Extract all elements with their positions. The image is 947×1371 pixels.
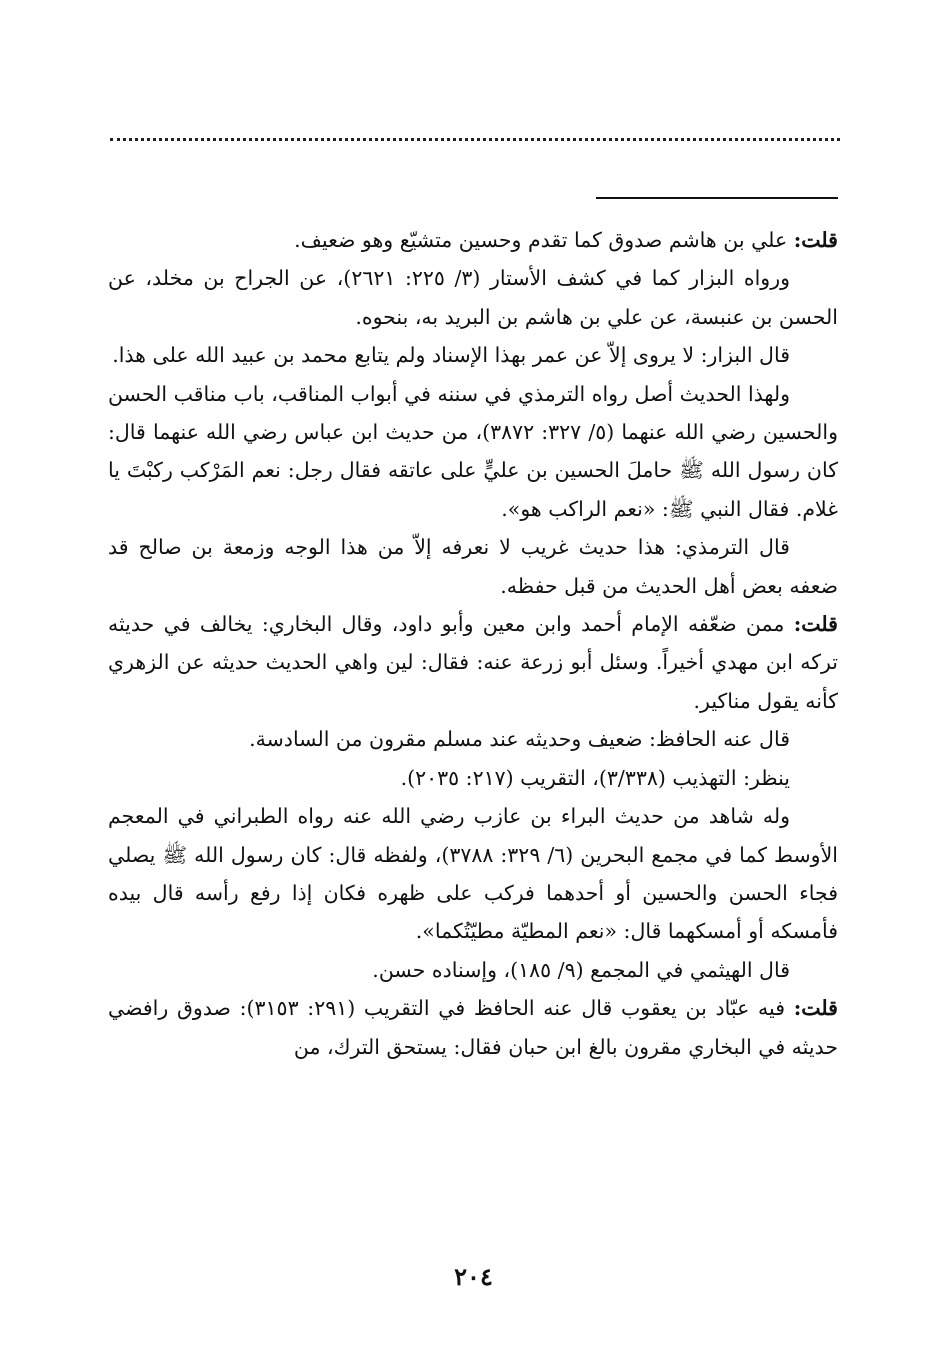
dotted-separator [110,138,840,141]
paragraph-text: ممن ضعّفه الإمام أحمد وابن معين وأبو داود، وقال البخاري: يخالف في حديثه تركه ابن مهدي أخيراً. وسئل أبو زرعة عنه: فقال: لين واهي الحديث حديثه عن الزهري كأنه يقول مناكير. [108,612,838,713]
paragraph [108,221,838,259]
paragraph-text: ولهذا الحديث أصل رواه الترمذي في سننه في أبواب المناقب، باب مناقب الحسن والحسين رضي الله عنهما (٥/ ٣٢٧: ٣٨٧٢)، من حديث ابن عباس رضي الله عنهما قال: كان رسول الله ﷺ حاملَ الحسين بن عليٍّ على عاتقه فقال رجل: نعم المَرْكب ركبْتَ يا غلام. فقال النبي ﷺ: «نعم الراكب هو». [108,381,838,521]
paragraph-lead: قلت: [793,612,838,637]
paragraph-lead: قلت: [793,996,838,1021]
page-number: ٢٠٤ [454,1262,493,1291]
paragraph-text: قال البزار: لا يروى إلاّ عن عمر بهذا الإسناد ولم يتابع محمد بن عبيد الله على هذا. [112,343,790,368]
paragraph [108,528,838,605]
paragraph-text: ينظر: التهذيب (٣/٣٣٨)، التقريب (٢١٧: ٢٠٣٥). [400,765,790,790]
paragraph-text: قال عنه الحافظ: ضعيف وحديثه عند مسلم مقرون من السادسة. [249,727,790,752]
paragraph-lead: قلت: [793,228,838,252]
paragraph [108,951,838,989]
paragraph [108,336,838,374]
paragraph [108,605,838,720]
paragraph-text: ورواه البزار كما في كشف الأستار (٣/ ٢٢٥: ٢٦٢١)، عن الجراح بن مخلد، عن الحسن بن عنبسة، عن علي بن هاشم بن البريد به، بنحوه. [108,266,838,329]
paragraph [108,989,838,1066]
paragraph [108,759,838,797]
paragraph-text: قال الترمذي: هذا حديث غريب لا نعرفه إلاّ من هذا الوجه وزمعة بن صالح قد ضعفه بعض أهل الحديث من قبل حفظه. [108,535,838,598]
paragraph-text: علي بن هاشم صدوق كما تقدم وحسين متشيّع وهو ضعيف. [294,228,794,252]
paragraph-text: وله شاهد من حديث البراء بن عازب رضي الله عنه رواه الطبراني في المعجم الأوسط كما في مجمع البحرين (٦/ ٣٢٩: ٣٧٨٨)، ولفظه قال: كان رسول الله ﷺ يصلي فجاء الحسن والحسين أو أحدهما فركب على ظهره فكان إذا رفع رأسه قال بيده فأمسكه أو أمسكهما قال: «نعم المطيّة مطيّتُكما». [108,804,838,944]
paragraph [108,375,838,529]
paragraph [108,720,838,758]
footnote-rule [596,197,838,199]
footnote-body [108,221,838,1066]
paragraph-text: قال الهيثمي في المجمع (٩/ ١٨٥)، وإسناده حسن. [372,957,790,982]
paragraph-text: فيه عبّاد بن يعقوب قال عنه الحافظ في التقريب (٢٩١: ٣١٥٣): صدوق رافضي حديثه في البخاري مقرون بالغ ابن حبان فقال: يستحق الترك، من [108,996,838,1059]
paragraph [108,259,838,336]
paragraph [108,797,838,951]
